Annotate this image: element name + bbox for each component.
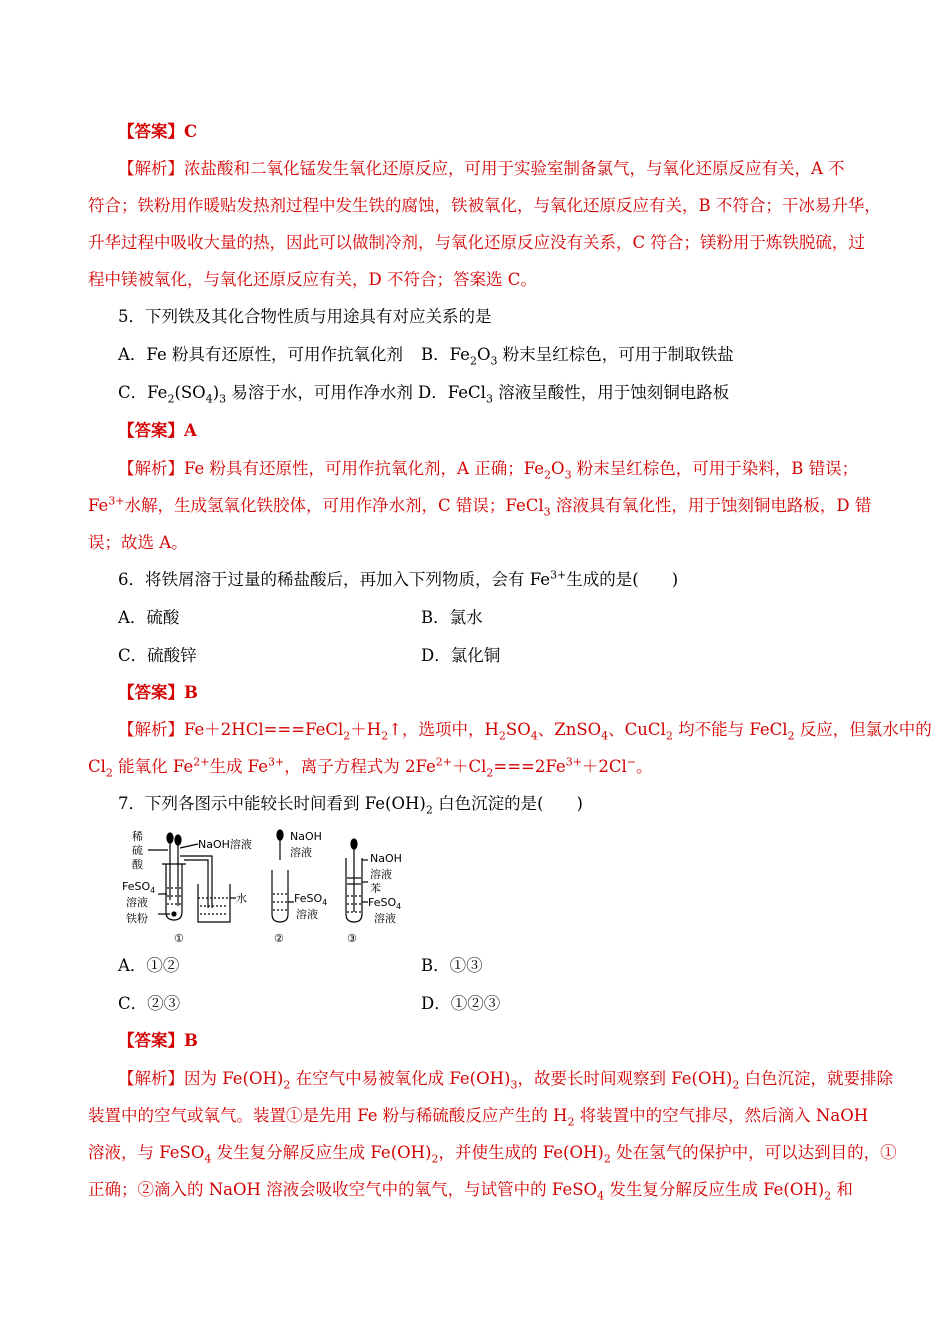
q5-stem: 5．下列铁及其化合物性质与用途具有对应关系的是 — [118, 307, 492, 326]
q5-option-a: A．Fe 粉具有还原性，可用作抗氧化剂 — [118, 345, 403, 364]
q5-option-b: B．$Fe_2O_3$ 粉末呈红棕色，可用于制取铁盐 — [421, 345, 734, 368]
q4-answer: 【答案】C — [118, 122, 198, 141]
label-naoh-2: NaOH — [290, 830, 322, 843]
label-solution-2a: 溶液 — [290, 846, 312, 859]
q7-option-b: B．①③ — [421, 956, 483, 975]
label-feso4-1: FeSO$_4$ — [122, 880, 156, 895]
q7-option-a: A．①② — [118, 956, 180, 975]
q7-option-c: C．②③ — [118, 994, 181, 1013]
q6-option-b: B．氯水 — [421, 608, 483, 627]
q5-analysis-line-3: 误；故选 A。 — [88, 533, 188, 552]
label-solution-3b: 溶液 — [374, 912, 396, 925]
label-naoh-solution: NaOH溶液 — [198, 838, 252, 851]
label-apparatus-3: ③ — [347, 932, 357, 945]
q7-answer: 【答案】B — [118, 1031, 198, 1050]
label-benzene: 苯 — [370, 882, 381, 895]
label-sulfuric: 硫 — [132, 844, 143, 857]
q7-stem: 7．下列各图示中能较长时间看到 $Fe(OH)_2$ 白色沉淀的是( ) — [118, 794, 583, 817]
apparatus-figure — [118, 826, 418, 946]
q6-analysis-line-2: $Cl_2$ 能氧化 $Fe^{2+}$生成 $Fe^{3+}$，离子方程式为 $2Fe^{2+}+Cl_2===2Fe^{3+}+2Cl^-$。 — [88, 755, 653, 780]
label-iron-powder: 铁粉 — [126, 912, 148, 925]
q4-analysis-line-3: 升华过程中吸收大量的热，因此可以做制冷剂，与氧化还原反应没有关系，C 符合；镁粉用于炼铁脱硫，过 — [88, 233, 865, 252]
q6-option-d: D．氯化铜 — [421, 646, 501, 665]
q4-analysis-line-2: 符合；铁粉用作暖贴发热剂过程中发生铁的腐蚀，铁被氧化，与氧化还原反应有关，B 不符合；干冰易升华， — [88, 196, 881, 215]
apparatus-2 — [272, 830, 294, 922]
label-apparatus-1: ① — [174, 932, 184, 945]
label-solution-1: 溶液 — [126, 896, 148, 909]
label-dilute: 稀 — [132, 830, 143, 843]
label-solution-3a: 溶液 — [370, 868, 392, 881]
q6-stem: 6．将铁屑溶于过量的稀盐酸后，再加入下列物质，会有 $Fe^{3+}$生成的是( ) — [118, 568, 679, 589]
q6-option-c: C．硫酸锌 — [118, 646, 197, 665]
q6-answer: 【答案】B — [118, 683, 198, 702]
label-acid: 酸 — [132, 858, 143, 871]
q5-answer: 【答案】A — [118, 421, 197, 440]
q6-analysis-line-1: 【解析】$Fe+2HCl===FeCl_2+H_2↑$，选项中，$H_2SO_4$、ZnSO$_4$、CuCl$_2$ 均不能与 FeCl$_2$ 反应，但氯水中的 — [118, 720, 932, 743]
q7-option-d: D．①②③ — [421, 994, 501, 1013]
apparatus-3 — [346, 839, 368, 922]
q4-analysis-line-1: 【解析】浓盐酸和二氧化锰发生氧化还原反应，可用于实验室制备氯气，与氧化还原反应有关，A 不 — [118, 159, 845, 178]
q7-analysis-line-4: 正确；②滴入的 NaOH 溶液会吸收空气中的氧气，与试管中的 FeSO$_4$ 发生复分解反应生成 $Fe(OH)_2$ 和 — [88, 1180, 853, 1203]
q7-analysis-line-1: 【解析】因为 $Fe(OH)_2$ 在空气中易被氧化成 $Fe(OH)_3$，故要长时间观察到 $Fe(OH)_2$ 白色沉淀，就要排除 — [118, 1069, 894, 1092]
q4-analysis-line-4: 程中镁被氧化，与氧化还原反应有关，D 不符合；答案选 C。 — [88, 270, 537, 289]
label-solution-2b: 溶液 — [296, 908, 318, 921]
q6-option-a: A．硫酸 — [118, 608, 180, 627]
apparatus-diagram — [118, 826, 418, 946]
label-feso4-3: FeSO$_4$ — [368, 896, 402, 911]
label-water: 水 — [236, 892, 247, 905]
q7-analysis-line-2: 装置中的空气或氧气。装置①是先用 Fe 粉与稀硫酸反应产生的 $H_2$ 将装置中的空气排尽，然后滴入 NaOH — [88, 1106, 869, 1129]
label-naoh-3: NaOH — [370, 852, 402, 865]
q5-analysis-line-1: 【解析】Fe 粉具有还原性，可用作抗氧化剂，A 正确；$Fe_2O_3$ 粉末呈红棕色，可用于染料，B 错误； — [118, 459, 859, 482]
q7-analysis-line-3: 溶液，与 FeSO$_4$ 发生复分解反应生成 $Fe(OH)_2$，并使生成的 $Fe(OH)_2$ 处在氢气的保护中，可以达到目的，① — [88, 1143, 897, 1166]
q5-option-c: C．$Fe_2(SO_4)_3$ 易溶于水，可用作净水剂 — [118, 383, 413, 406]
q5-analysis-line-2: $Fe^{3+}$水解，生成氢氧化铁胶体，可用作净水剂，C 错误；FeCl$_3$ 溶液具有氧化性，用于蚀刻铜电路板，D 错 — [88, 494, 872, 519]
label-feso4-2: FeSO$_4$ — [294, 892, 328, 907]
label-apparatus-2: ② — [274, 932, 284, 945]
q5-option-d: D．FeCl$_3$ 溶液呈酸性，用于蚀刻铜电路板 — [418, 383, 730, 406]
